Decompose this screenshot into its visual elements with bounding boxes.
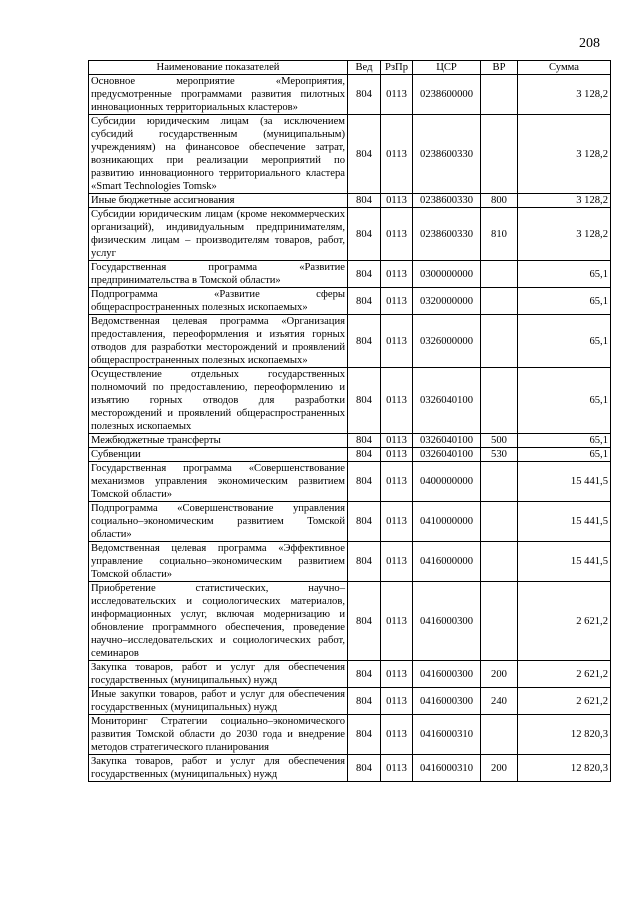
table-row — [89, 75, 611, 115]
cell-sum: 15 441,5 — [518, 462, 611, 502]
table-row — [89, 194, 611, 208]
cell-name: Осуществление отдельных государственных полномочий по предоставлению, переоформлению и изъятию горных отводов для разработки месторождений и проявлений общераспространенных полезных ископаемых — [89, 368, 348, 434]
cell-csr: 0326040100 — [413, 448, 481, 462]
cell-rzpr: 0113 — [381, 715, 413, 755]
cell-sum: 2 621,2 — [518, 661, 611, 688]
page-number: 208 — [579, 36, 600, 51]
cell-vr: 530 — [481, 448, 518, 462]
cell-sum: 3 128,2 — [518, 75, 611, 115]
cell-csr: 0416000310 — [413, 755, 481, 782]
cell-name: Приобретение статистических, научно–исследовательских и социологических материалов, информационных услуг, включая модернизацию и обновление программного обеспечения, проведение научно–исследовательских и социологических работ, семинаров — [89, 582, 348, 661]
cell-name: Иные бюджетные ассигнования — [89, 194, 348, 208]
cell-sum: 65,1 — [518, 288, 611, 315]
cell-sum: 12 820,3 — [518, 755, 611, 782]
cell-vr — [481, 582, 518, 661]
cell-ved: 804 — [348, 542, 381, 582]
cell-sum: 65,1 — [518, 434, 611, 448]
cell-rzpr: 0113 — [381, 502, 413, 542]
cell-sum: 65,1 — [518, 261, 611, 288]
cell-sum: 2 621,2 — [518, 688, 611, 715]
cell-ved: 804 — [348, 502, 381, 542]
cell-ved: 804 — [348, 688, 381, 715]
cell-csr: 0416000300 — [413, 582, 481, 661]
cell-ved: 804 — [348, 448, 381, 462]
cell-csr: 0326040100 — [413, 434, 481, 448]
cell-sum: 3 128,2 — [518, 208, 611, 261]
cell-vr — [481, 115, 518, 194]
cell-name: Субвенции — [89, 448, 348, 462]
cell-vr: 500 — [481, 434, 518, 448]
table-row — [89, 115, 611, 194]
cell-ved: 804 — [348, 462, 381, 502]
table-row — [89, 462, 611, 502]
cell-ved: 804 — [348, 434, 381, 448]
cell-vr — [481, 462, 518, 502]
cell-csr: 0320000000 — [413, 288, 481, 315]
cell-rzpr: 0113 — [381, 194, 413, 208]
cell-vr: 810 — [481, 208, 518, 261]
cell-name: Подпрограмма «Развитие сферы общераспространенных полезных ископаемых» — [89, 288, 348, 315]
cell-sum: 65,1 — [518, 448, 611, 462]
cell-rzpr: 0113 — [381, 661, 413, 688]
cell-sum: 15 441,5 — [518, 542, 611, 582]
cell-vr: 240 — [481, 688, 518, 715]
cell-rzpr: 0113 — [381, 288, 413, 315]
cell-ved: 804 — [348, 315, 381, 368]
header-csr: ЦСР — [413, 61, 481, 75]
cell-rzpr: 0113 — [381, 448, 413, 462]
cell-vr: 200 — [481, 661, 518, 688]
cell-vr — [481, 542, 518, 582]
table-row — [89, 661, 611, 688]
cell-name: Иные закупки товаров, работ и услуг для обеспечения государственных (муниципальных) нужд — [89, 688, 348, 715]
header-ved: Вед — [348, 61, 381, 75]
cell-rzpr: 0113 — [381, 755, 413, 782]
cell-sum: 65,1 — [518, 368, 611, 434]
cell-sum: 12 820,3 — [518, 715, 611, 755]
cell-rzpr: 0113 — [381, 582, 413, 661]
table-row — [89, 448, 611, 462]
cell-name: Межбюджетные трансферты — [89, 434, 348, 448]
cell-ved: 804 — [348, 288, 381, 315]
cell-ved: 804 — [348, 115, 381, 194]
table-row — [89, 502, 611, 542]
cell-csr: 0238600330 — [413, 115, 481, 194]
cell-vr — [481, 368, 518, 434]
cell-csr: 0400000000 — [413, 462, 481, 502]
header-vr: ВР — [481, 61, 518, 75]
cell-rzpr: 0113 — [381, 208, 413, 261]
header-name: Наименование показателей — [89, 61, 348, 75]
cell-rzpr: 0113 — [381, 462, 413, 502]
table-row — [89, 208, 611, 261]
cell-name: Государственная программа «Совершенствование механизмов управления экономическим развитием Томской области» — [89, 462, 348, 502]
cell-vr: 800 — [481, 194, 518, 208]
cell-rzpr: 0113 — [381, 261, 413, 288]
cell-rzpr: 0113 — [381, 75, 413, 115]
cell-vr — [481, 261, 518, 288]
cell-ved: 804 — [348, 208, 381, 261]
table-row — [89, 261, 611, 288]
cell-name: Мониторинг Стратегии социально–экономического развития Томской области до 2030 года и внедрение методов стратегического планирования — [89, 715, 348, 755]
cell-vr — [481, 315, 518, 368]
table-header-row — [89, 61, 611, 75]
cell-sum: 65,1 — [518, 315, 611, 368]
table-row — [89, 368, 611, 434]
cell-ved: 804 — [348, 661, 381, 688]
table-row — [89, 755, 611, 782]
cell-vr: 200 — [481, 755, 518, 782]
cell-name: Основное мероприятие «Мероприятия, предусмотренные программами развития пилотных инновационных территориальных кластеров» — [89, 75, 348, 115]
cell-name: Закупка товаров, работ и услуг для обеспечения государственных (муниципальных) нужд — [89, 755, 348, 782]
cell-rzpr: 0113 — [381, 315, 413, 368]
cell-csr: 0238600330 — [413, 208, 481, 261]
table-row — [89, 288, 611, 315]
header-rzpr: РзПр — [381, 61, 413, 75]
cell-name: Ведомственная целевая программа «Эффективное управление социально–экономическим развитием Томской области» — [89, 542, 348, 582]
cell-rzpr: 0113 — [381, 542, 413, 582]
cell-csr: 0300000000 — [413, 261, 481, 288]
table-row — [89, 542, 611, 582]
cell-csr: 0416000300 — [413, 661, 481, 688]
cell-csr: 0416000310 — [413, 715, 481, 755]
cell-csr: 0416000000 — [413, 542, 481, 582]
cell-sum: 3 128,2 — [518, 115, 611, 194]
cell-rzpr: 0113 — [381, 115, 413, 194]
table-row — [89, 315, 611, 368]
header-sum: Сумма — [518, 61, 611, 75]
table-row — [89, 715, 611, 755]
cell-rzpr: 0113 — [381, 688, 413, 715]
cell-rzpr: 0113 — [381, 368, 413, 434]
cell-name: Субсидии юридическим лицам (за исключением субсидий государственным (муниципальным) учреждениям) на финансовое обеспечение затрат, возникающих при реализации мероприятий по развитию инновационного территориального кластера «Smart Technologies Tomsk» — [89, 115, 348, 194]
cell-vr — [481, 502, 518, 542]
cell-rzpr: 0113 — [381, 434, 413, 448]
table-row — [89, 582, 611, 661]
cell-name: Закупка товаров, работ и услуг для обеспечения государственных (муниципальных) нужд — [89, 661, 348, 688]
cell-ved: 804 — [348, 194, 381, 208]
cell-csr: 0326000000 — [413, 315, 481, 368]
cell-name: Государственная программа «Развитие предпринимательства в Томской области» — [89, 261, 348, 288]
cell-sum: 2 621,2 — [518, 582, 611, 661]
cell-vr — [481, 75, 518, 115]
cell-csr: 0410000000 — [413, 502, 481, 542]
cell-ved: 804 — [348, 75, 381, 115]
budget-table — [88, 60, 611, 782]
cell-name: Субсидии юридическим лицам (кроме некоммерческих организаций), индивидуальным предпринимателям, физическим лицам – производителям товаров, работ, услуг — [89, 208, 348, 261]
table-row — [89, 434, 611, 448]
cell-csr: 0326040100 — [413, 368, 481, 434]
cell-vr — [481, 288, 518, 315]
cell-ved: 804 — [348, 755, 381, 782]
cell-ved: 804 — [348, 261, 381, 288]
cell-sum: 3 128,2 — [518, 194, 611, 208]
cell-vr — [481, 715, 518, 755]
cell-ved: 804 — [348, 368, 381, 434]
cell-ved: 804 — [348, 715, 381, 755]
cell-csr: 0416000300 — [413, 688, 481, 715]
cell-ved: 804 — [348, 582, 381, 661]
cell-csr: 0238600000 — [413, 75, 481, 115]
table-row — [89, 688, 611, 715]
cell-name: Подпрограмма «Совершенствование управления социально–экономическим развитием Томской области» — [89, 502, 348, 542]
cell-sum: 15 441,5 — [518, 502, 611, 542]
cell-name: Ведомственная целевая программа «Организация предоставления, переоформления и изъятия горных отводов для разработки месторождений и проявлений общераспространенных полезных ископаемых» — [89, 315, 348, 368]
cell-csr: 0238600330 — [413, 194, 481, 208]
